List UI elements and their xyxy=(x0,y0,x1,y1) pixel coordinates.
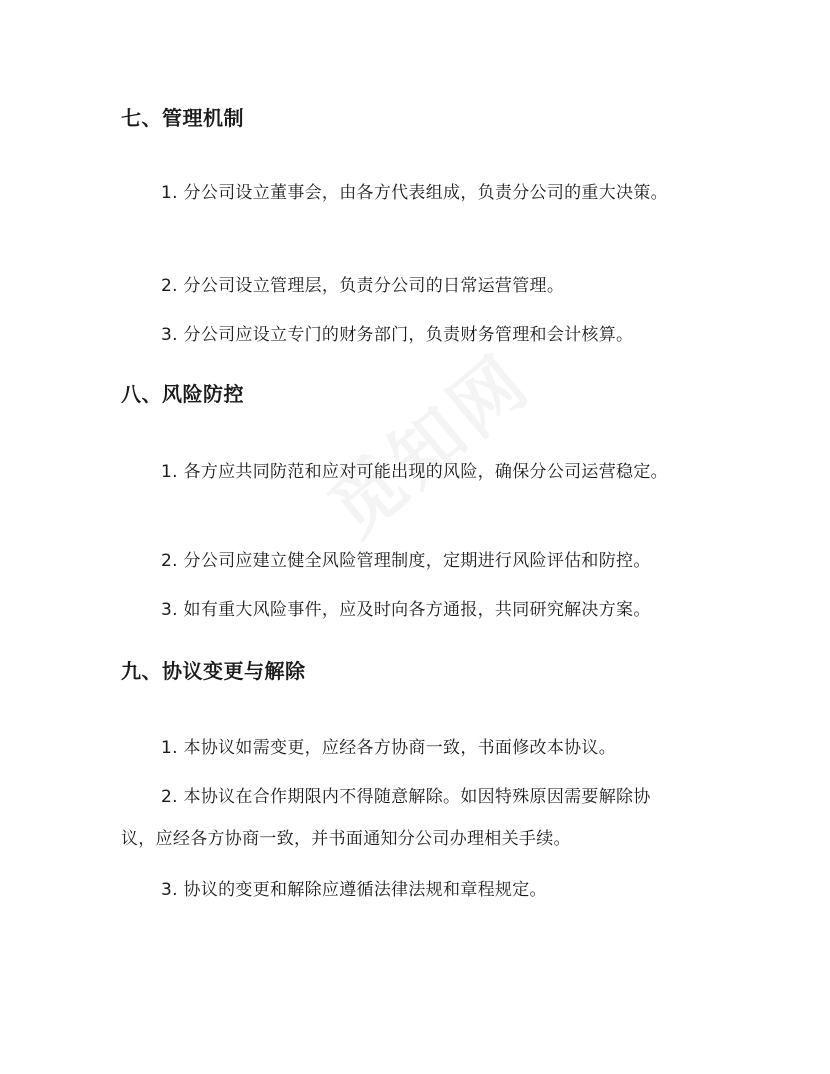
paragraph-item: 3. 如有重大风险事件，应及时向各方通报，共同研究解决方案。 xyxy=(161,600,651,620)
paragraph-item: 1. 各方应共同防范和应对可能出现的风险，确保分公司运营稳定。 xyxy=(161,462,668,482)
paragraph-item: 2. 本协议在合作期限内不得随意解除。如因特殊原因需要解除协议，应经各方协商一致，并书面通知分公司办理相关手续。 xyxy=(121,787,651,849)
paragraph-item: 1. 分公司设立董事会，由各方代表组成，负责分公司的重大决策。 xyxy=(161,183,668,203)
paragraph-item: 2. 分公司设立管理层，负责分公司的日常运营管理。 xyxy=(161,276,565,296)
paragraph-item: 3. 协议的变更和解除应遵循法律法规和章程规定。 xyxy=(161,880,547,900)
section-heading-risk-control: 八、风险防控 xyxy=(121,382,244,406)
paragraph-item: 3. 分公司应设立专门的财务部门，负责财务管理和会计核算。 xyxy=(161,325,634,345)
paragraph-item: 2. 分公司应建立健全风险管理制度，定期进行风险评估和防控。 xyxy=(161,551,651,571)
section-heading-agreement-change: 九、协议变更与解除 xyxy=(121,659,306,683)
section-heading-management: 七、管理机制 xyxy=(121,106,244,130)
paragraph-item: 1. 本协议如需变更，应经各方协商一致，书面修改本协议。 xyxy=(161,738,617,758)
